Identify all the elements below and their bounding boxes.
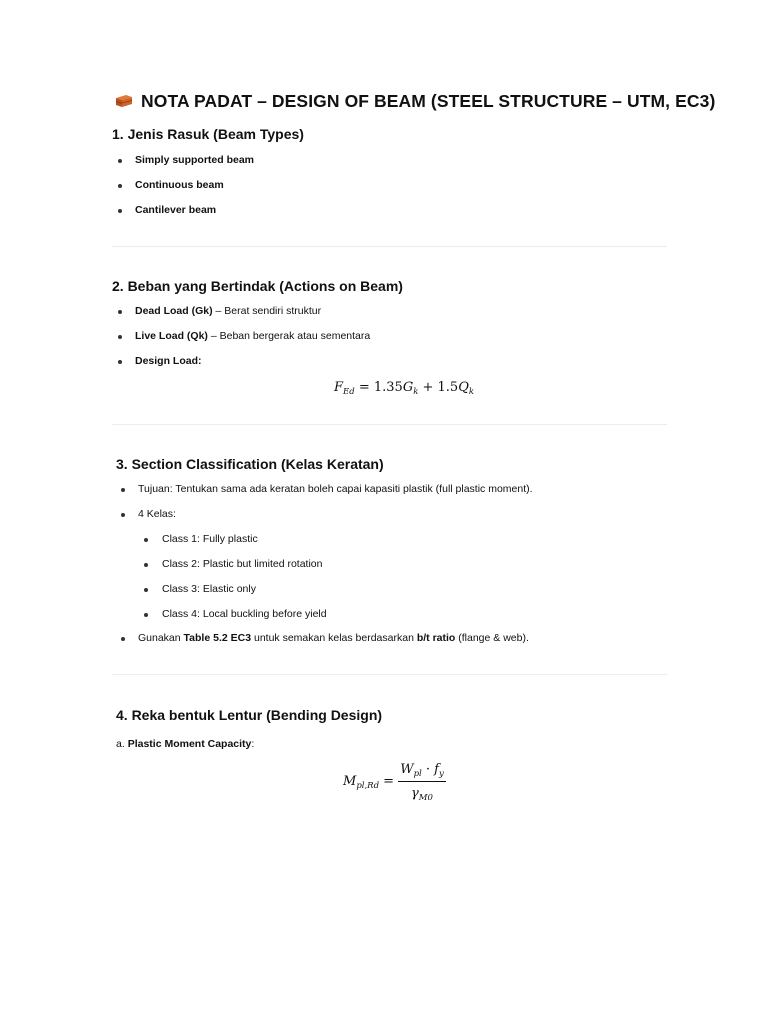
list-item: 4 Kelas:: [138, 502, 533, 527]
list-item: Class 1: Fully plastic: [162, 527, 327, 552]
fraction: $\frac{W_{pl} \cdot f_y}{\gamma_{M0}}$: [400, 762, 444, 803]
list-item: Class 3: Elastic only: [162, 577, 327, 602]
list-item: Continuous beam: [135, 173, 254, 198]
divider: [112, 674, 667, 675]
title-text: NOTA PADAT – DESIGN OF BEAM (STEEL STRUCTURE – UTM, EC3): [141, 91, 716, 111]
beam-types-list: [135, 148, 254, 223]
plastic-moment-formula: $M_{pl,Rd}$ = $\frac{W_{pl} \cdot f_y}{\gamma_{M0}}$: [343, 762, 444, 803]
subheading-plastic-moment: a. Plastic Moment Capacity:: [116, 738, 255, 750]
list-item: Class 4: Local buckling before yield: [162, 602, 327, 627]
section-heading-beam-types: 1. Jenis Rasuk (Beam Types): [112, 126, 304, 142]
list-item: Live Load (Qk) – Beban bergerak atau sementara: [135, 324, 370, 349]
design-load-formula: $F_{Ed} = 1.35G_k + 1.5Q_k$: [334, 380, 475, 397]
classification-list: [138, 477, 533, 527]
list-item: Dead Load (Gk) – Berat sendiri struktur: [135, 299, 370, 324]
classification-note: [138, 626, 529, 651]
list-item: Gunakan Table 5.2 EC3 untuk semakan kelas berdasarkan b/t ratio (flange & web).: [138, 626, 529, 651]
list-item: Class 2: Plastic but limited rotation: [162, 552, 327, 577]
section-heading-bending: 4. Reka bentuk Lentur (Bending Design): [116, 707, 383, 723]
brick-icon: [114, 93, 134, 114]
section-heading-classification: 3. Section Classification (Kelas Keratan): [116, 456, 384, 472]
list-item: Simply supported beam: [135, 148, 254, 173]
divider: [112, 424, 667, 425]
list-item: Design Load:: [135, 349, 370, 374]
list-item: Tujuan: Tentukan sama ada keratan boleh capai kapasiti plastik (full plastic moment).: [138, 477, 533, 502]
section-heading-actions: 2. Beban yang Bertindak (Actions on Beam): [112, 278, 403, 294]
page-title: [114, 91, 716, 114]
class-list: [162, 527, 327, 627]
actions-list: [135, 299, 370, 374]
list-item: Cantilever beam: [135, 198, 254, 223]
divider: [112, 246, 667, 247]
